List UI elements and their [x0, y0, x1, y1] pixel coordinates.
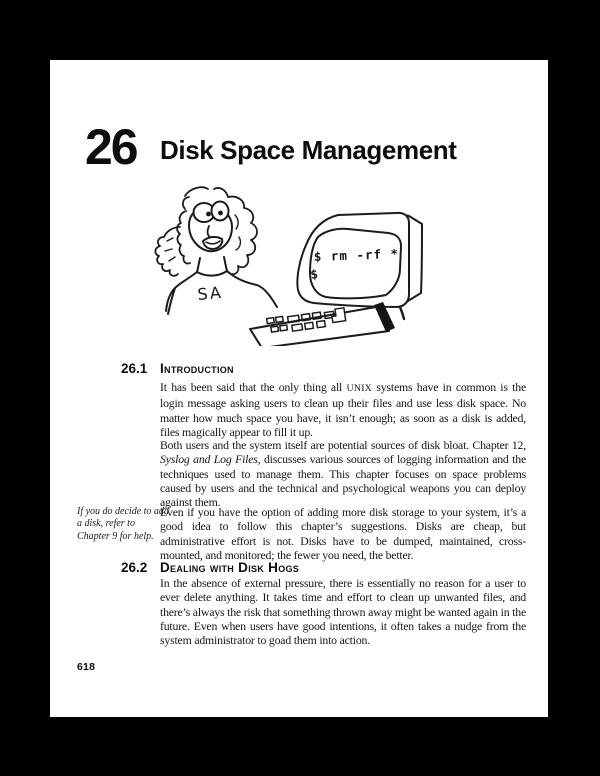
book-page — [50, 60, 548, 717]
margin-note: If you do decide to add a disk, refer to Chapter 9 for help. — [77, 506, 169, 542]
section-number: 26.2 — [121, 560, 148, 575]
screen-command-text: $ rm -rf * — [313, 246, 400, 264]
section-heading-26-2 — [50, 561, 548, 575]
chapter-number: 26 — [85, 119, 137, 175]
paragraph: Even if you have the option of adding more disk storage to your system, it’s a good idea to follow this chapter’s suggestions. Disks are cheap, but administrative effort is not. Disks have to be dumped, maintained, cross-mounted, and monitored; the fewer you need, the better. — [160, 505, 526, 562]
chapter-title: Disk Space Management — [160, 135, 457, 165]
section-number: 26.1 — [121, 361, 148, 376]
mouth — [203, 237, 222, 249]
paragraph: Both users and the system itself are potential sources of disk bloat. Chapter 12, Syslog and Log Files, discusses various sources of logging information and the techniques used to manage them. This chapter focuses on space problems caused by users and the technical and psychological weapons you can deploy against them. — [160, 438, 526, 510]
cartoon-illustration — [150, 184, 460, 346]
section-title: Introduction — [160, 361, 234, 376]
hair — [155, 227, 180, 276]
shirt-label-text: SA — [196, 282, 224, 304]
keyboard — [250, 302, 395, 346]
section-title: Dealing with Disk Hogs — [160, 560, 300, 575]
paragraph: In the absence of external pressure, there is essentially no reason for a user to ever delete anything. It takes time and effort to clean up unwanted files, and there’s always the risk that something thrown away might be wanted again in the future. Even when users have good intentions, it often takes a nudge from the system administrator to goad them into action. — [160, 576, 526, 648]
paragraph: It has been said that the only thing all UNIX systems have in common is the login message asking users to clean up their files and use less disk space. No matter how much space you have, it isn’t enough; as soon as a disk is added, files magically appear to fill it up. — [160, 380, 526, 439]
page-number: 618 — [77, 661, 96, 673]
section-heading-26-1 — [50, 362, 548, 376]
screen-prompt-text: $ — [309, 266, 319, 282]
sysadmin-terminal-drawing — [150, 184, 460, 346]
